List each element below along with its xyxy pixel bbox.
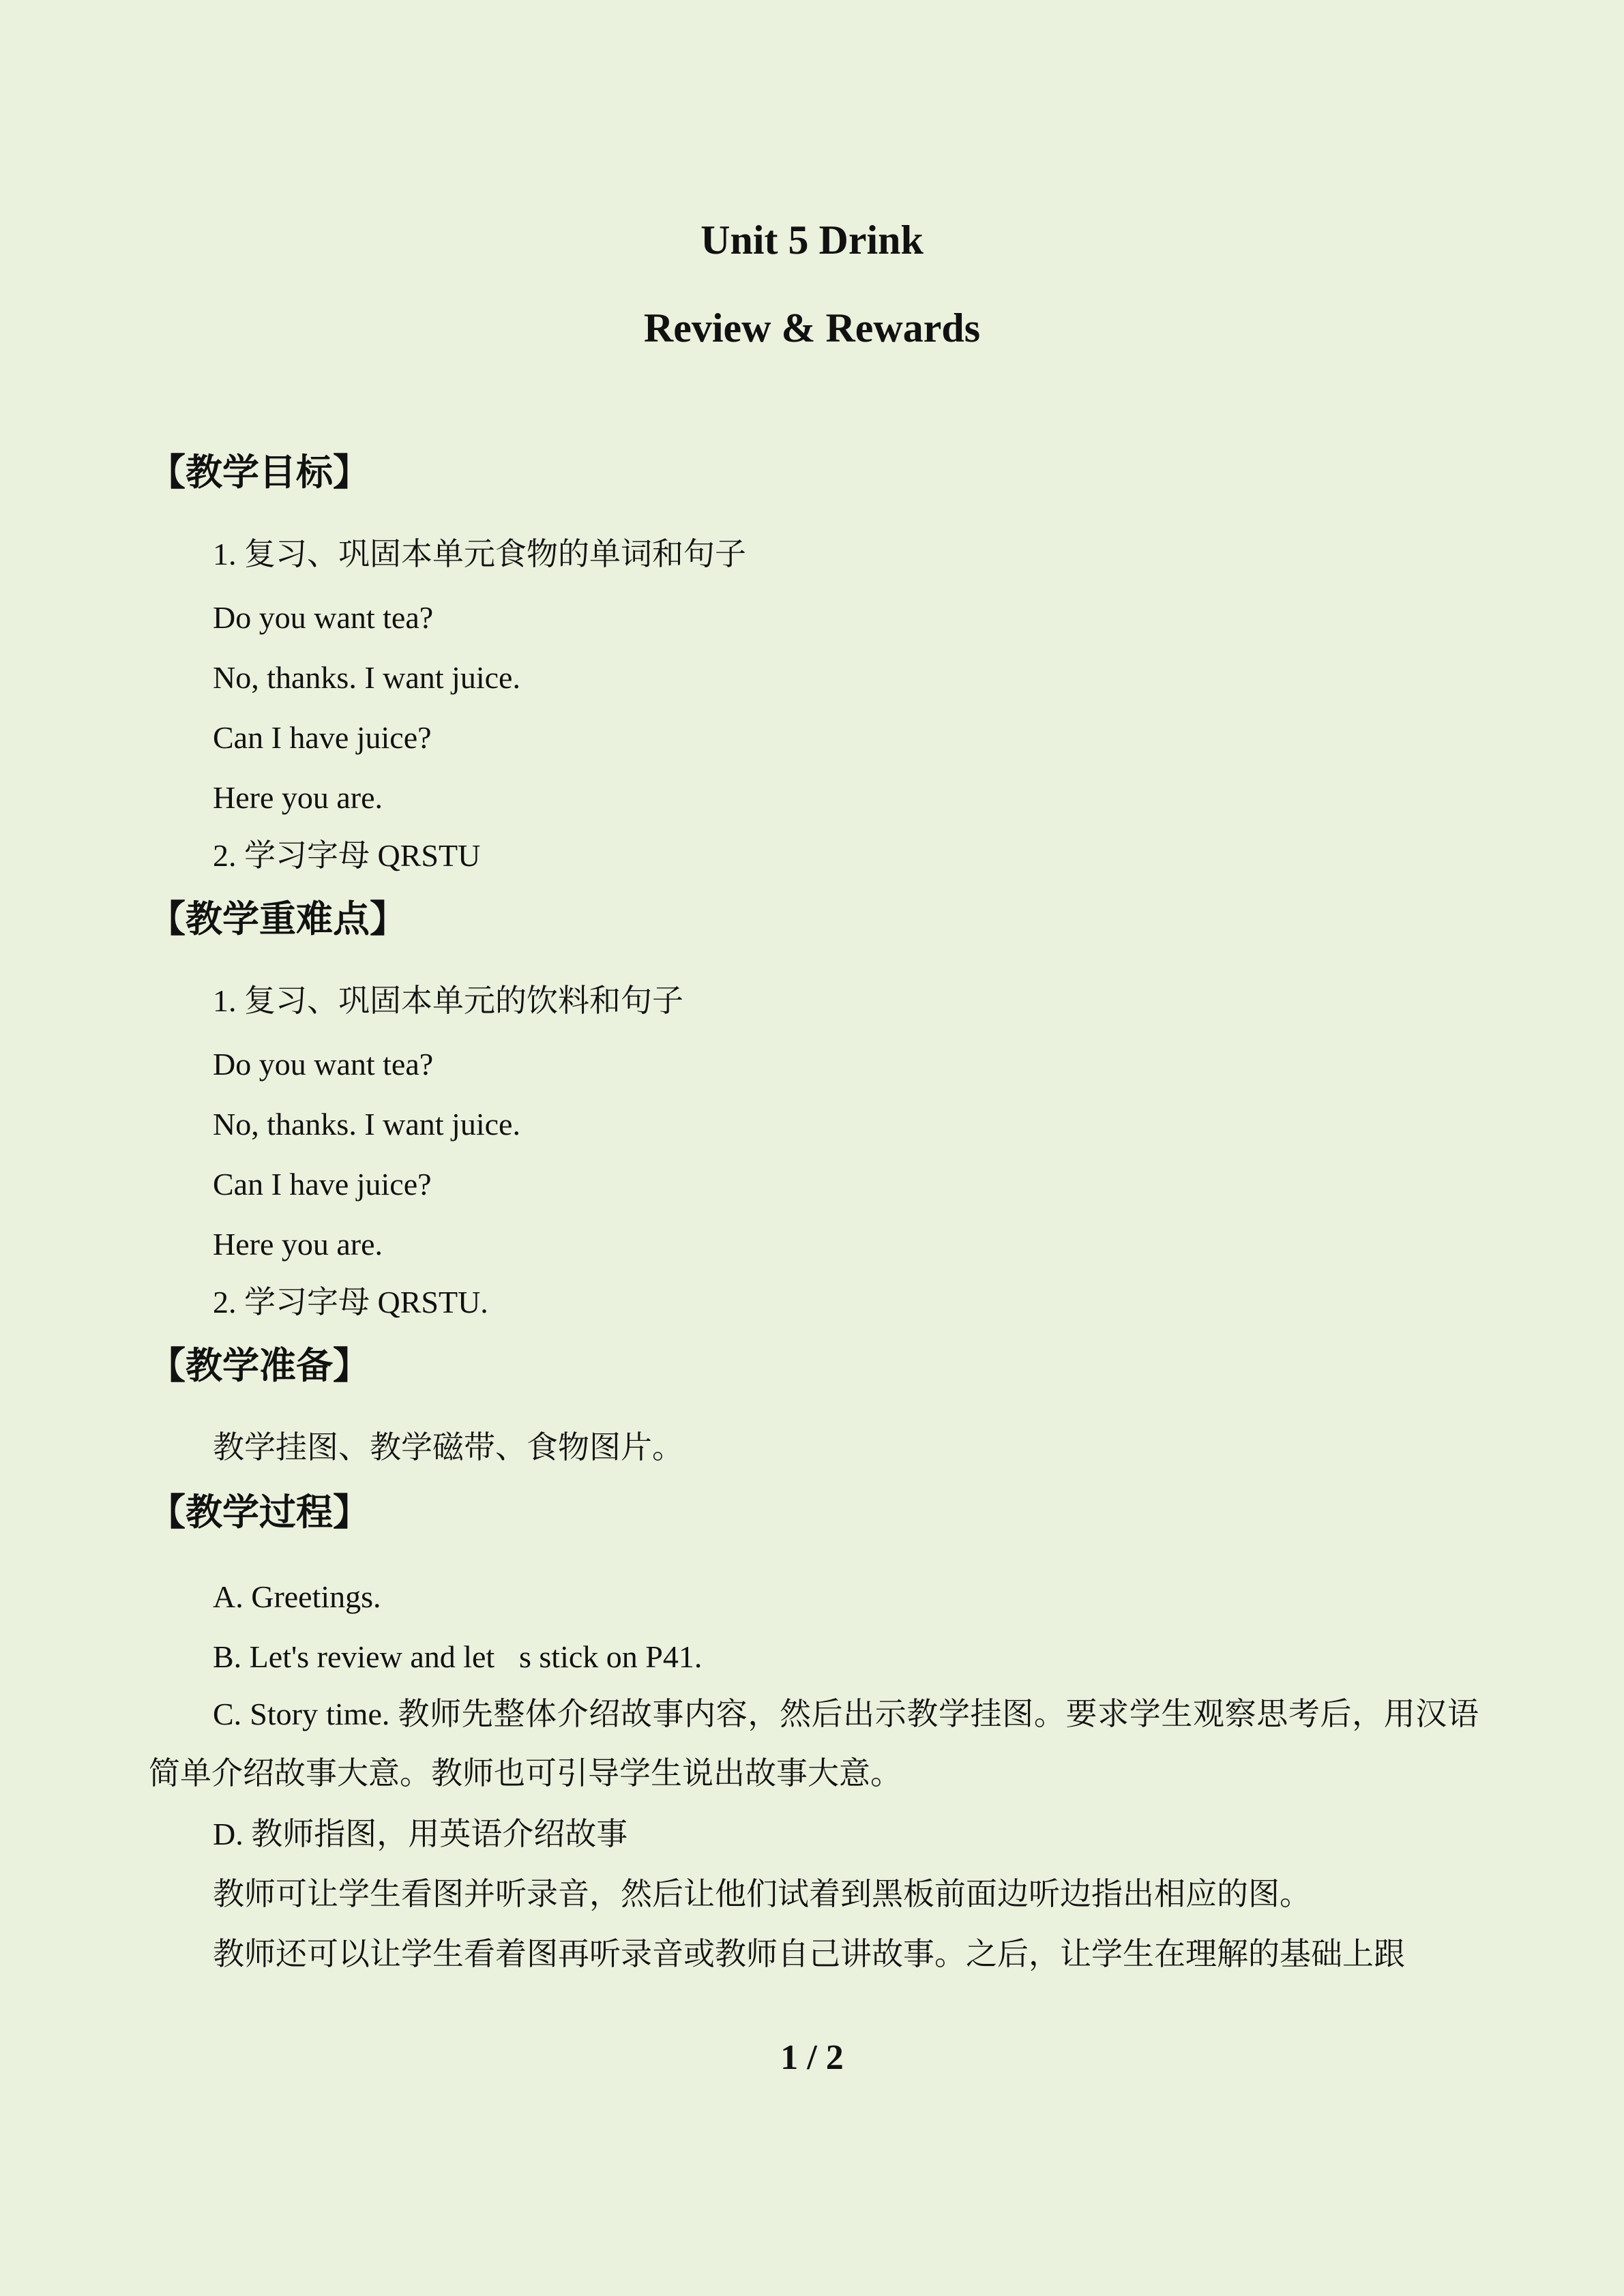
document-title: Unit 5 Drink bbox=[700, 218, 924, 263]
page-number: 1 / 2 bbox=[780, 2038, 844, 2077]
section-heading-process: 【教学过程】 bbox=[149, 1492, 370, 1533]
objectives-line-6: 2. 学习字母 QRSTU bbox=[213, 838, 481, 873]
key-points-line-1: 1. 复习、巩固本单元的饮料和句子 bbox=[213, 983, 683, 1018]
objectives-line-4: Can I have juice? bbox=[213, 720, 432, 755]
process-line-6: 教师还可以让学生看着图再听录音或教师自己讲故事。之后，让学生在理解的基础上跟 bbox=[213, 1937, 1405, 1971]
key-points-line-5: Here you are. bbox=[213, 1227, 383, 1262]
objectives-line-3: No, thanks. I want juice. bbox=[213, 660, 520, 695]
key-points-line-4: Can I have juice? bbox=[213, 1167, 432, 1202]
section-heading-objectives: 【教学目标】 bbox=[149, 452, 370, 493]
process-paragraph-story-time: C. Story time. 教师先整体介绍故事内容，然后出示教学挂图。要求学生观察思考后，用汉语简单介绍故事大意。教师也可引导学生说出故事大意。 bbox=[149, 1697, 1479, 1791]
key-points-line-2: Do you want tea? bbox=[213, 1047, 434, 1082]
objectives-line-1: 1. 复习、巩固本单元食物的单词和句子 bbox=[213, 537, 746, 571]
process-line-1: A. Greetings. bbox=[213, 1579, 381, 1614]
section-heading-preparation: 【教学准备】 bbox=[149, 1345, 370, 1386]
key-points-line-3: No, thanks. I want juice. bbox=[213, 1107, 520, 1142]
process-line-2: B. Let's review and let s stick on P41. bbox=[213, 1639, 703, 1674]
objectives-line-2: Do you want tea? bbox=[213, 600, 434, 635]
objectives-line-5: Here you are. bbox=[213, 780, 383, 815]
process-line-4: D. 教师指图，用英语介绍故事 bbox=[213, 1817, 628, 1851]
key-points-line-6: 2. 学习字母 QRSTU. bbox=[213, 1285, 488, 1320]
document-subtitle: Review & Rewards bbox=[643, 305, 981, 351]
process-line-5: 教师可让学生看图并听录音，然后让他们试着到黑板前面边听边指出相应的图。 bbox=[213, 1877, 1311, 1911]
preparation-line-1: 教学挂图、教学磁带、食物图片。 bbox=[213, 1430, 683, 1465]
section-heading-key-points: 【教学重难点】 bbox=[149, 899, 407, 940]
